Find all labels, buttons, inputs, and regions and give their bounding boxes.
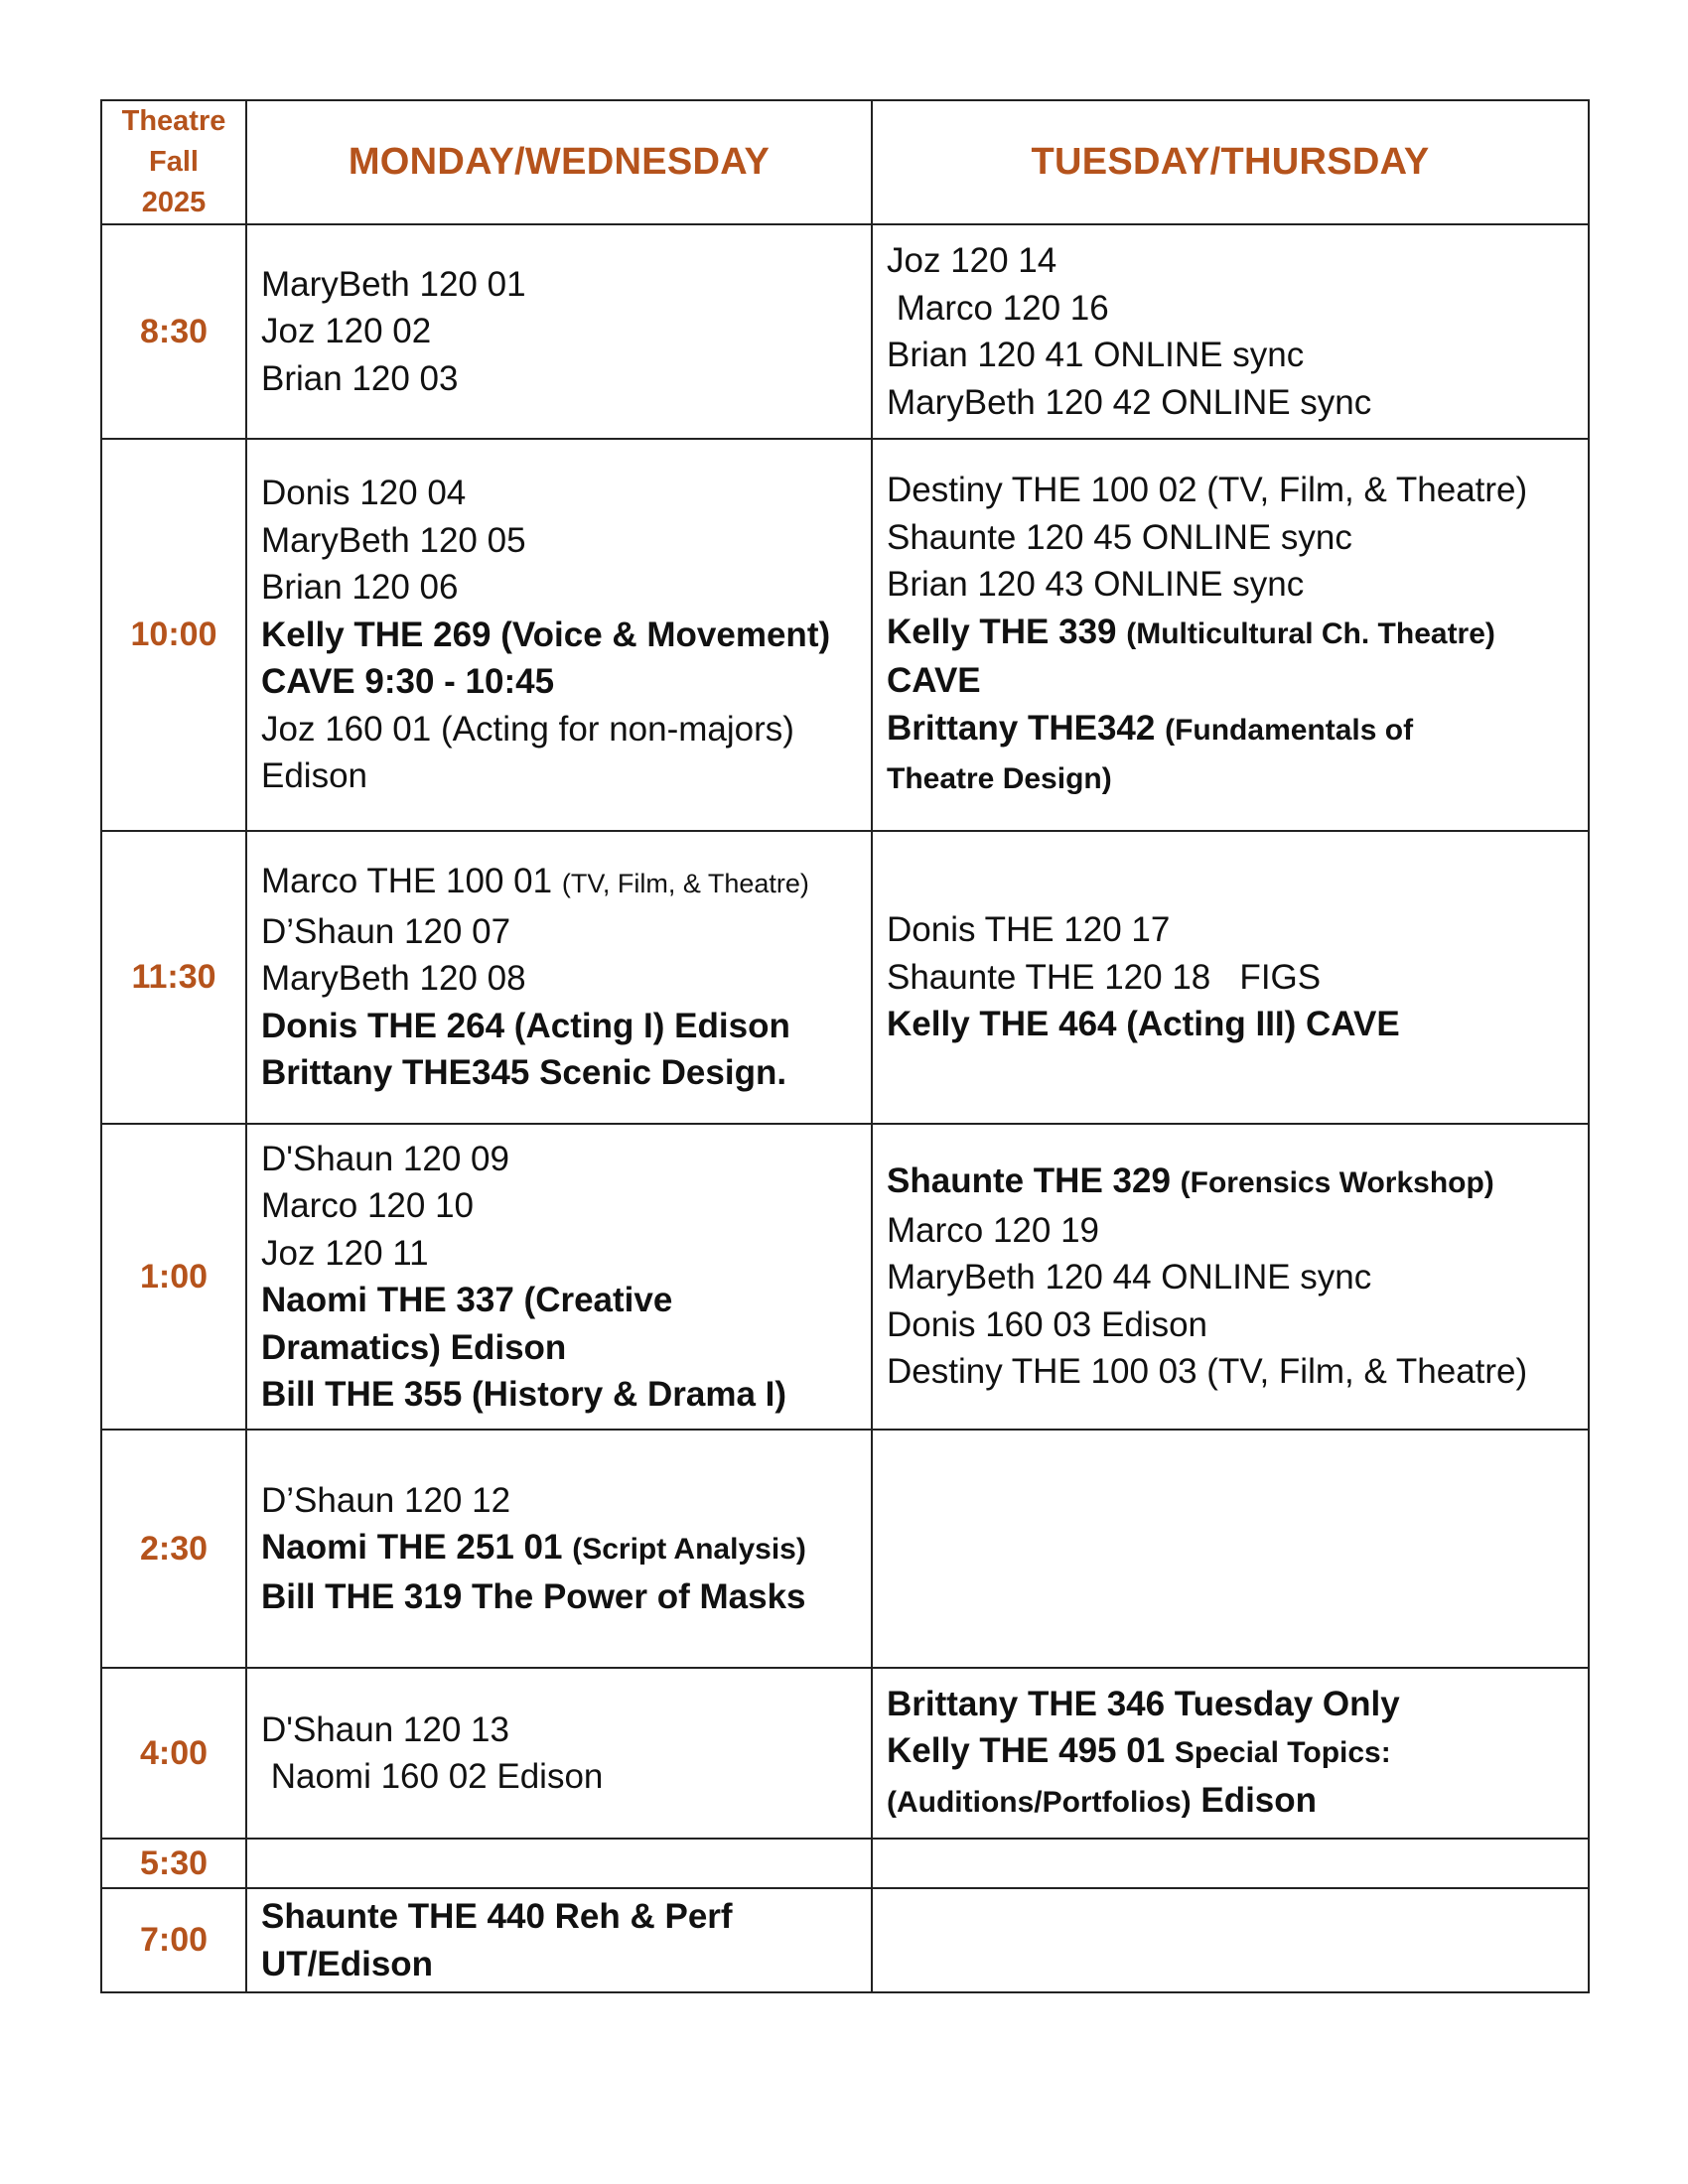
class-entry-text: Shaunte THE 440 Reh & Perf xyxy=(261,1897,733,1936)
class-entry-text: Brian 120 41 ONLINE sync xyxy=(887,336,1305,374)
class-entry-text: Joz 160 01 (Acting for non-majors) xyxy=(261,709,794,749)
title-line: Fall xyxy=(149,146,199,178)
class-entry xyxy=(261,955,857,1003)
class-entry-text: Kelly THE 269 (Voice & Movement) xyxy=(261,614,831,654)
time-slot-row xyxy=(101,1430,1589,1668)
class-entry-text: Joz 120 14 xyxy=(887,241,1057,280)
class-entry xyxy=(261,1753,857,1801)
class-entry-text: CAVE 9:30 - 10:45 xyxy=(261,662,555,702)
class-entry xyxy=(261,858,857,908)
class-entry xyxy=(261,1182,857,1230)
class-entry-text: Naomi 160 02 Edison xyxy=(261,1757,604,1796)
header-row xyxy=(101,100,1589,224)
time-slot-label: 2:30 xyxy=(101,1430,246,1668)
class-entry-text: UT/Edison xyxy=(261,1944,434,1983)
time-slot-label: 11:30 xyxy=(101,831,246,1124)
tuesday-thursday-cell xyxy=(872,1430,1589,1668)
class-entry-text: Marco 120 19 xyxy=(887,1210,1100,1250)
title-line: 2025 xyxy=(141,187,207,218)
class-entry-note: (Auditions/Portfolios) xyxy=(887,1785,1192,1819)
class-entry xyxy=(887,514,1574,562)
tuesday-thursday-cell xyxy=(872,439,1589,831)
class-entry-text: Marco 120 16 xyxy=(887,288,1109,328)
class-entry-text: Brittany THE342 xyxy=(887,708,1166,748)
class-entry xyxy=(261,1230,857,1278)
monday-wednesday-cell xyxy=(246,439,872,831)
class-entry xyxy=(887,657,1574,705)
class-entry xyxy=(261,1893,857,1941)
class-entry-note: (Forensics Workshop) xyxy=(1180,1166,1494,1200)
tuesday-thursday-cell xyxy=(872,224,1589,439)
monday-wednesday-cell xyxy=(246,1124,872,1430)
class-entry-text: Brian 120 43 ONLINE sync xyxy=(887,565,1305,605)
class-entry xyxy=(261,308,857,355)
class-entry xyxy=(261,1524,857,1573)
monday-wednesday-cell xyxy=(246,1839,872,1888)
class-entry-text: Edison xyxy=(261,756,368,796)
class-entry xyxy=(261,1049,857,1097)
class-entry-note: (Fundamentals of xyxy=(1165,713,1414,747)
class-entry xyxy=(261,1706,857,1754)
class-entry-note: (Multicultural Ch. Theatre) xyxy=(1126,616,1495,650)
time-slot-row xyxy=(101,1839,1589,1888)
class-entry xyxy=(261,1277,857,1324)
class-entry-text: MaryBeth 120 05 xyxy=(261,520,526,560)
class-entry-text: CAVE xyxy=(887,661,981,701)
class-entry xyxy=(887,609,1574,658)
class-entry xyxy=(261,1477,857,1525)
class-entry xyxy=(887,954,1574,1002)
class-entry xyxy=(887,1301,1574,1349)
class-entry xyxy=(887,1777,1574,1827)
tuesday-thursday-cell xyxy=(872,1839,1589,1888)
class-entry-note: Theatre Design) xyxy=(887,762,1112,796)
time-slot-label: 1:00 xyxy=(101,1124,246,1430)
class-entry-text: Kelly THE 339 xyxy=(887,612,1127,651)
class-entry-text: Marco 120 10 xyxy=(261,1186,475,1225)
class-entry-text: Brittany THE 346 Tuesday Only xyxy=(887,1684,1400,1723)
time-slot-label: 4:00 xyxy=(101,1668,246,1839)
tuesday-thursday-cell xyxy=(872,1124,1589,1430)
time-slot-row xyxy=(101,224,1589,439)
class-entry xyxy=(887,1681,1574,1728)
class-entry-text: Bill THE 355 (History & Drama I) xyxy=(261,1375,787,1414)
class-entry xyxy=(261,1136,857,1183)
class-entry xyxy=(261,752,857,800)
tuesday-thursday-cell xyxy=(872,831,1589,1124)
class-entry-text: MaryBeth 120 44 ONLINE sync xyxy=(887,1258,1372,1297)
class-entry xyxy=(261,517,857,565)
class-entry-text: MaryBeth 120 01 xyxy=(261,264,526,304)
time-slot-label: 8:30 xyxy=(101,224,246,439)
class-entry xyxy=(887,285,1574,333)
monday-wednesday-cell xyxy=(246,1888,872,1992)
class-entry xyxy=(887,561,1574,609)
class-entry-text: Naomi THE 337 (Creative xyxy=(261,1281,673,1319)
monday-wednesday-cell xyxy=(246,1430,872,1668)
tuesday-thursday-header: TUESDAY/THURSDAY xyxy=(872,100,1589,224)
class-entry-text: Dramatics) Edison xyxy=(261,1327,567,1367)
class-entry xyxy=(887,332,1574,379)
class-entry-text: MaryBeth 120 08 xyxy=(261,959,526,999)
class-entry-text: Donis 160 03 Edison xyxy=(887,1304,1207,1344)
class-entry-text: Shaunte THE 329 xyxy=(887,1161,1181,1201)
class-entry xyxy=(261,564,857,612)
class-entry-text: Joz 120 02 xyxy=(261,312,432,351)
class-entry xyxy=(261,658,857,706)
class-entry-text: Brian 120 06 xyxy=(261,568,459,608)
class-entry xyxy=(887,467,1574,514)
class-entry xyxy=(261,470,857,517)
time-slot-label: 5:30 xyxy=(101,1839,246,1888)
class-entry-text: Destiny THE 100 03 (TV, Film, & Theatre) xyxy=(887,1352,1528,1392)
time-slot-row xyxy=(101,1668,1589,1839)
schedule-title xyxy=(101,100,246,224)
class-entry xyxy=(887,379,1574,427)
monday-wednesday-cell xyxy=(246,1668,872,1839)
time-slot-row xyxy=(101,1888,1589,1992)
class-entry-text: Shaunte 120 45 ONLINE sync xyxy=(887,517,1352,557)
class-entry xyxy=(261,1324,857,1372)
class-entry-text: Brian 120 03 xyxy=(261,358,459,398)
class-entry-text: Donis THE 120 17 xyxy=(887,910,1171,950)
class-entry-text: Shaunte THE 120 18 FIGS xyxy=(887,957,1322,997)
class-entry-text: MaryBeth 120 42 ONLINE sync xyxy=(887,382,1372,422)
class-entry xyxy=(261,1941,857,1988)
class-entry xyxy=(261,355,857,403)
class-entry xyxy=(887,1348,1574,1396)
class-entry xyxy=(887,705,1574,754)
class-entry-text: D'Shaun 120 09 xyxy=(261,1139,509,1178)
class-entry-text: D’Shaun 120 07 xyxy=(261,911,511,951)
class-entry-text: Joz 120 11 xyxy=(261,1233,429,1273)
schedule-body xyxy=(101,224,1589,1992)
class-entry-text: Destiny THE 100 02 (TV, Film, & Theatre) xyxy=(887,471,1528,510)
class-entry xyxy=(887,1207,1574,1255)
class-entry xyxy=(261,706,857,753)
class-entry-text: D'Shaun 120 13 xyxy=(261,1709,509,1749)
class-entry-note: (Script Analysis) xyxy=(572,1533,806,1567)
time-slot-row xyxy=(101,439,1589,831)
class-entry-text: Donis 120 04 xyxy=(261,474,467,513)
class-entry-note: Special Topics: xyxy=(1174,1736,1391,1770)
class-entry xyxy=(261,1371,857,1419)
monday-wednesday-header: MONDAY/WEDNESDAY xyxy=(246,100,872,224)
class-entry xyxy=(887,1254,1574,1301)
class-entry xyxy=(887,1727,1574,1777)
tuesday-thursday-cell xyxy=(872,1888,1589,1992)
class-entry-text: Kelly THE 495 01 xyxy=(887,1731,1175,1771)
schedule-table xyxy=(100,99,1590,1993)
time-slot-label: 7:00 xyxy=(101,1888,246,1992)
class-entry-text: Marco THE 100 01 xyxy=(261,862,562,901)
class-entry xyxy=(261,1573,857,1621)
class-entry xyxy=(261,261,857,309)
class-entry xyxy=(887,1001,1574,1048)
class-entry xyxy=(887,1158,1574,1207)
class-entry xyxy=(887,906,1574,954)
class-entry xyxy=(261,612,857,659)
time-slot-row xyxy=(101,831,1589,1124)
class-entry xyxy=(887,753,1574,803)
title-line: Theatre xyxy=(121,105,226,137)
class-entry-location: Edison xyxy=(1191,1780,1318,1820)
class-entry xyxy=(261,908,857,956)
class-entry-text: Brittany THE345 Scenic Design. xyxy=(261,1053,787,1093)
time-slot-label: 10:00 xyxy=(101,439,246,831)
class-entry-text: Kelly THE 464 (Acting III) CAVE xyxy=(887,1005,1400,1044)
monday-wednesday-cell xyxy=(246,831,872,1124)
monday-wednesday-cell xyxy=(246,224,872,439)
class-entry-text: Naomi THE 251 01 xyxy=(261,1528,573,1568)
class-entry xyxy=(261,1003,857,1050)
class-entry-text: Bill THE 319 The Power of Masks xyxy=(261,1576,806,1616)
class-entry-text: Donis THE 264 (Acting I) Edison xyxy=(261,1006,790,1045)
tuesday-thursday-cell xyxy=(872,1668,1589,1839)
class-entry-text: D’Shaun 120 12 xyxy=(261,1480,511,1520)
class-entry xyxy=(887,237,1574,285)
time-slot-row xyxy=(101,1124,1589,1430)
class-entry-note: (TV, Film, & Theatre) xyxy=(561,869,809,899)
